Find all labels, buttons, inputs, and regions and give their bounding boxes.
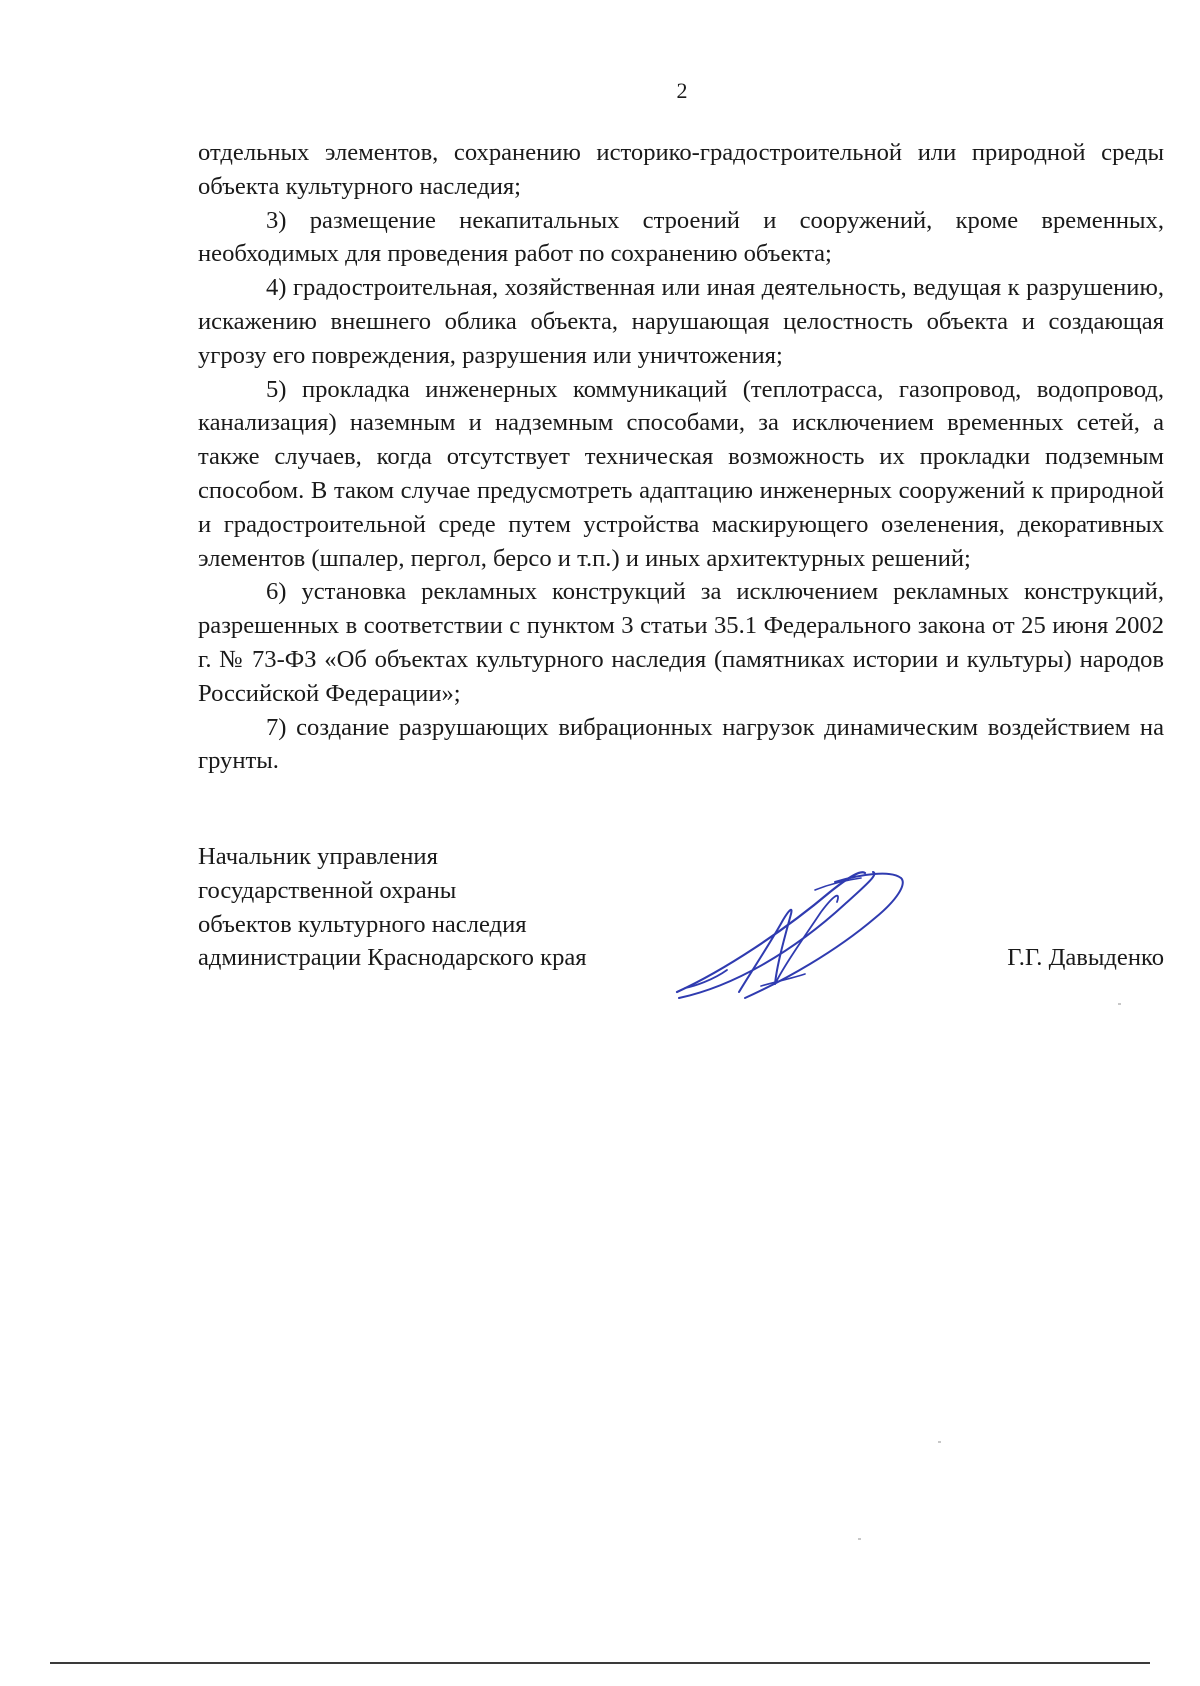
document-body bbox=[198, 136, 1164, 778]
signatory-title-line: администрации Краснодарского края bbox=[198, 944, 587, 972]
signatory-title bbox=[198, 840, 678, 975]
signatory-title-line: объектов культурного наследия bbox=[198, 910, 527, 938]
signatory-name: Г.Г. Давыденко bbox=[1007, 944, 1164, 971]
paragraph-item-5: 5) прокладка инженерных коммуникаций (теплотрасса, газопровод, водопровод, канализация) наземным и надземным способами, за исключением временных сетей, а также случаев, когда отсутствует техническая возможность их прокладки подземным способом. В таком случае предусмотреть адаптацию инженерных сооружений к природной и градостроительной среде путем устройства маскирующего озеленения, декоративных элементов (шпалер, пергол, берсо и т.п.) и иных архитектурных решений; bbox=[198, 375, 1164, 572]
signatory-title-line: Начальник управления bbox=[198, 843, 438, 870]
scan-speck bbox=[858, 1538, 861, 1540]
paragraph-continuation: отдельных элементов, сохранению историко-градостроительной или природной среды объекта культурного наследия; bbox=[198, 139, 1164, 200]
paragraph-item-7: 7) создание разрушающих вибрационных нагрузок динамическим воздействием на грунты. bbox=[198, 713, 1164, 775]
handwritten-signature bbox=[665, 860, 925, 1010]
paragraph-item-6: 6) установка рекламных конструкций за исключением рекламных конструкций, разрешенных в соответствии с пунктом 3 статьи 35.1 Федерального закона от 25 июня 2002 г. № 73-ФЗ «Об объектах культурного наследия (памятниках истории и культуры) народов Российской Федерации»; bbox=[198, 578, 1164, 707]
paragraph-item-4: 4) градостроительная, хозяйственная или иная деятельность, ведущая к разрушению, искажению внешнего облика объекта, нарушающая целостность объекта и создающая угрозу его повреждения, разрушения или уничтожения; bbox=[198, 274, 1164, 369]
signatory-title-line: государственной охраны bbox=[198, 876, 457, 904]
page-number: 2 bbox=[676, 78, 688, 103]
scan-speck bbox=[1118, 1003, 1121, 1005]
scan-speck bbox=[938, 1441, 941, 1443]
paragraph-item-3: 3) размещение некапитальных строений и сооружений, кроме временных, необходимых для проведения работ по сохранению объекта; bbox=[198, 206, 1164, 268]
scan-edge-line bbox=[50, 1662, 1150, 1664]
